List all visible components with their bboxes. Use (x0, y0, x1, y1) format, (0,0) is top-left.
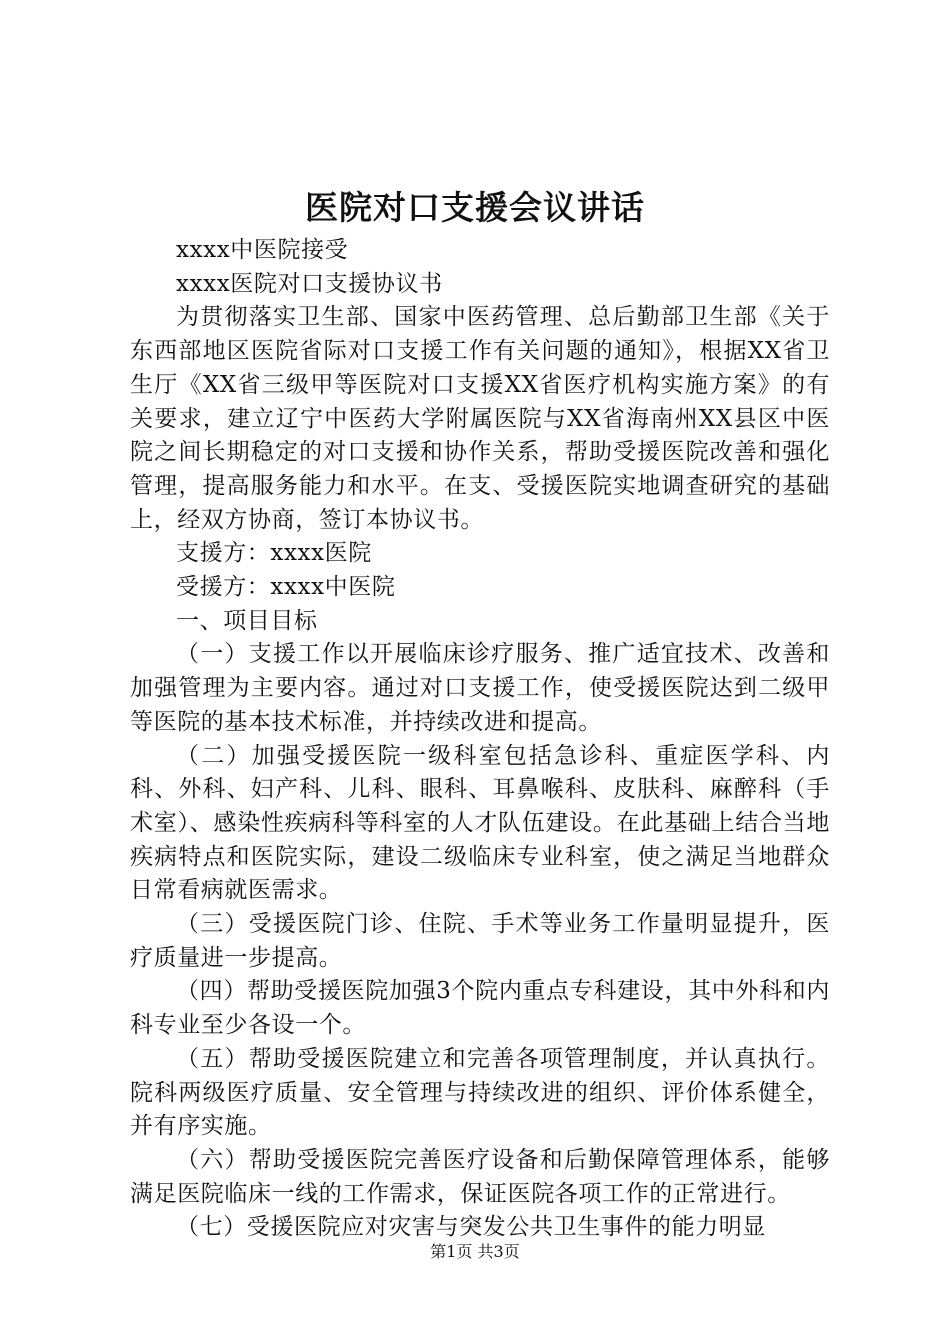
document-body (130, 234, 830, 1245)
paragraph-goal-1: （一）支援工作以开展临床诊疗服务、推广适宜技术、改善和加强管理为主要内容。通过对口支援工作，使受援医院达到二级甲等医院的基本技术标准，并持续改进和提高。 (130, 641, 830, 735)
paragraph-goal-2: （二）加强受援医院一级科室包括急诊科、重症医学科、内科、外科、妇产科、儿科、眼科、耳鼻喉科、皮肤科、麻醉科（手术室）、感染性疾病科等科室的人才队伍建设。在此基础上结合当地疾病特点和医院实际，建设二级临床专业科室，使之满足当地群众日常看病就医需求。 (130, 742, 830, 904)
paragraph-recipient-line: xxxx中医院接受 (176, 237, 349, 263)
paragraph-supporting-party: 支援方：xxxx医院 (176, 540, 372, 567)
paragraph-goal-4: （四）帮助受援医院加强3个院内重点专科建设，其中外科和内科专业至少各设一个。 (130, 978, 830, 1039)
section-heading-project-goals: 一、项目目标 (176, 607, 318, 634)
paragraph-receiving-party: 受援方：xxxx中医院 (176, 574, 396, 601)
paragraph-agreement-title: xxxx医院对口支援协议书 (176, 270, 443, 297)
page-number-footer: 第1页 共3页 (430, 1242, 520, 1261)
paragraph-goal-6: （六）帮助受援医院完善医疗设备和后勤保障管理体系，能够满足医院临床一线的工作需求，保证医院各项工作的正常进行。 (130, 1146, 830, 1207)
document-title: 医院对口支援会议讲话 (305, 188, 645, 227)
paragraph-goal-7: （七）受援医院应对灾害与突发公共卫生事件的能力明显 (176, 1214, 766, 1241)
paragraph-preamble: 为贯彻落实卫生部、国家中医药管理、总后勤部卫生部《关于东西部地区医院省际对口支援工作有关问题的通知》，根据XX省卫生厅《XX省三级甲等医院对口支援XX省医疗机构实施方案》的有关要求，建立辽宁中医药大学附属医院与XX省海南州XX县区中医院之间长期稳定的对口支援和协作关系，帮助受援医院改善和强化管理，提高服务能力和水平。在支、受援医院实地调查研究的基础上，经双方协商，签订本协议书。 (130, 304, 830, 533)
paragraph-goal-5: （五）帮助受援医院建立和完善各项管理制度，并认真执行。院科两级医疗质量、安全管理与持续改进的组织、评价体系健全，并有序实施。 (130, 1045, 830, 1140)
paragraph-goal-3: （三）受援医院门诊、住院、手术等业务工作量明显提升，医疗质量进一步提高。 (130, 911, 830, 971)
